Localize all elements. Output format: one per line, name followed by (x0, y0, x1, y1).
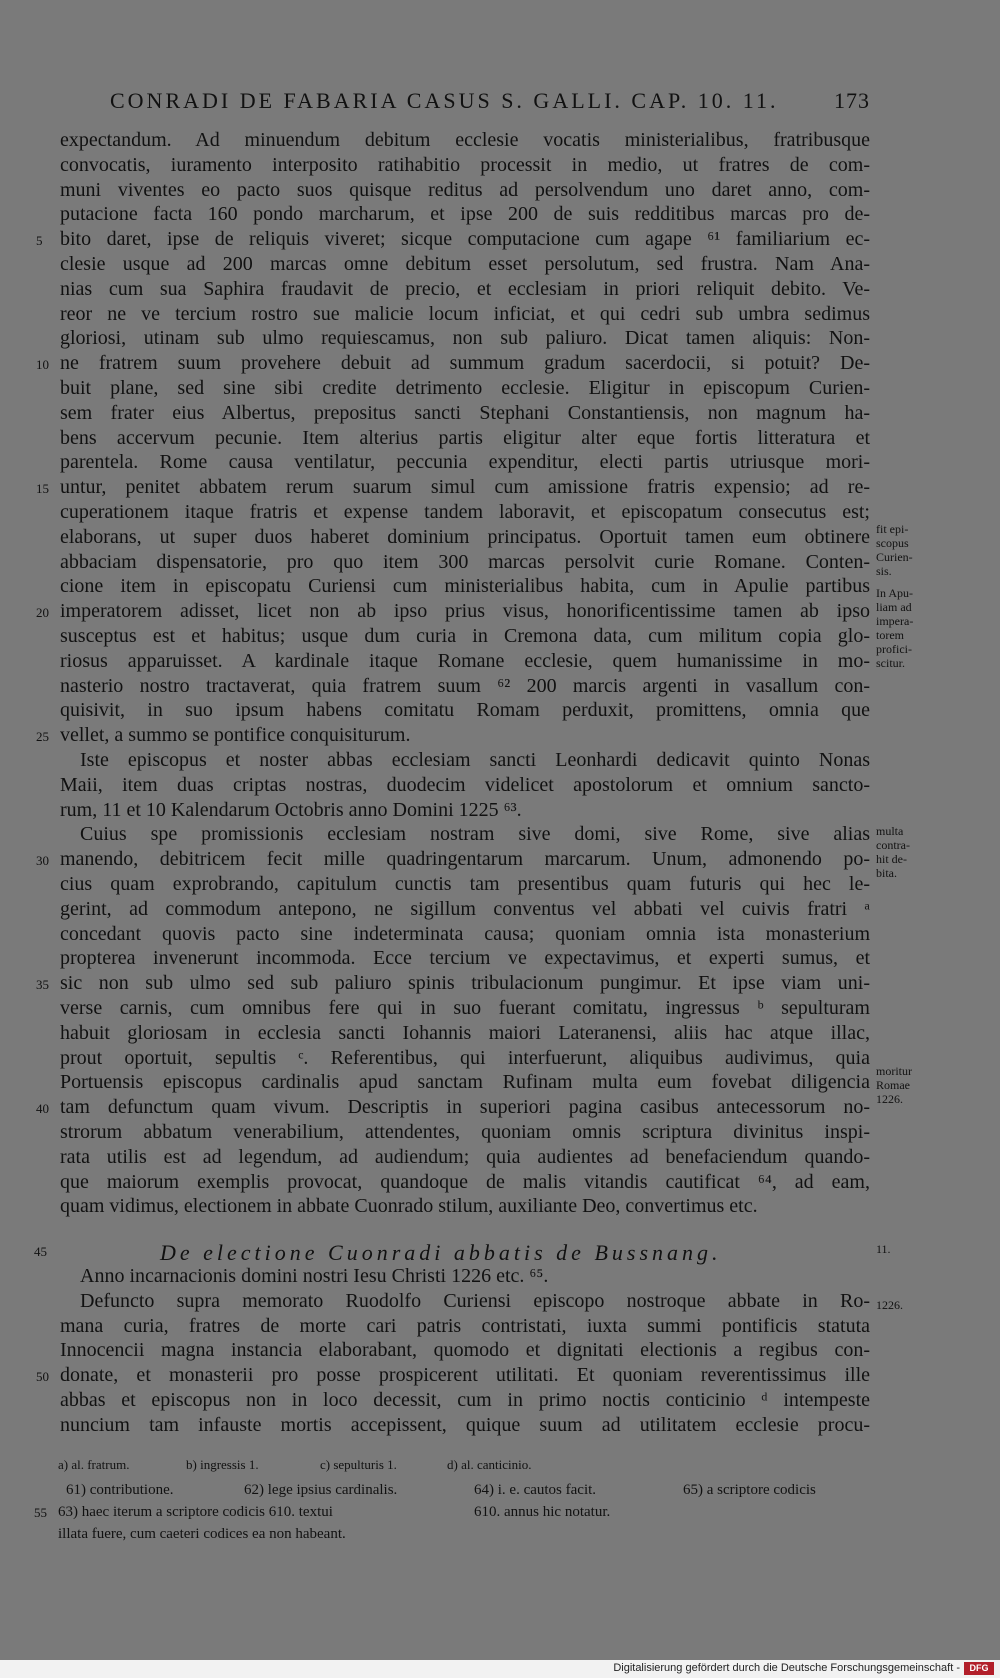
text-line-content: parentela. Rome causa ventilatur, peccunia expenditur, electi partis utriusque mori- (60, 451, 870, 474)
text-line-content: riosus apparuisset. A kardinale itaque Romane ecclesie, quem humanissime in mo- (60, 649, 870, 672)
text-line-content: strorum abbatum venerabilium, attendentes, quoniam omnis scriptura divinitus inspi- (60, 1121, 870, 1143)
page-number: 173 (834, 88, 870, 113)
text-line (60, 946, 870, 971)
text-line (36, 847, 870, 872)
text-line-content: untur, penitet abbatem rerum suarum simul cum amissione fratris expensio; ad re- (60, 476, 870, 499)
text-line (60, 897, 870, 922)
footnote: 63) haec iterum a scriptore codicis 610. textui (58, 1504, 333, 1520)
running-header (110, 88, 870, 118)
footnote: 65) a scriptore codicis (683, 1482, 816, 1498)
text-line-content: cione item in episcopatu Curiensi cum ministerialibus habita, cum in Apulie partibus (60, 575, 870, 598)
text-line-content: Innocencii magna instancia elaborabant, quomodo et dignitati electionis a regibus con- (60, 1339, 870, 1362)
line-number: 55 (34, 1505, 47, 1520)
text-line-content: sem frater eius Albertus, prepositus sancti Stephani Constantiensis, non magnum ha- (60, 401, 870, 424)
text-line-content: bens accervum pecunie. Item alterius partis eligitur alter eque fortis litteratura et (60, 426, 870, 449)
text-line (60, 178, 870, 203)
text-line (60, 1413, 870, 1438)
text-line (60, 1338, 870, 1363)
text-line-content: cuperationem itaque fratris et expense tandem laboravit, et episcopatum consecutus est; (60, 501, 870, 523)
line-number: 40 (36, 1101, 49, 1117)
text-line-content: convocatis, iuramento interposito ratihabitio processit in medio, ut fratres de com- (60, 153, 870, 176)
text-line-content: donate, et monasterii pro posse prospicerent utilitati. Et quoniam reverentissimus ille (60, 1364, 870, 1387)
text-line (36, 971, 870, 996)
text-line (60, 1120, 870, 1145)
text-line-content: Cuius spe promissionis ecclesiam nostram sive domi, sive Rome, sive alias (80, 823, 870, 846)
text-line-content: rata utilis est ad legendum, ad audiendum; quia audientes ad benefaciendum quando- (60, 1145, 870, 1168)
text-line (36, 723, 870, 748)
text-line-content: quisivit, in suo ipsum habens comitatu Romam perduxit, promittens, omnia que (60, 699, 870, 722)
text-line (60, 748, 870, 773)
text-line-content: abbaciam dispensatorie, pro quo item 300 marcas persolvit curie Romane. Conten- (60, 550, 870, 573)
variant-note: d) al. canticinio. (447, 1457, 532, 1472)
text-line-content: tam defunctum quam vivum. Descriptis in superiori pagina casibus antecessorum no- (60, 1096, 870, 1119)
text-line-content: manendo, debitricem fecit mille quadringentarum marcarum. Unum, admonendo po- (60, 848, 870, 871)
line-number: 20 (36, 605, 49, 621)
text-line (60, 1046, 870, 1071)
variant-note: a) al. fratrum. (58, 1457, 130, 1472)
text-line-content: cius quam exprobrando, capitulum cunctis tam presentibus quam futuris qui hec le- (60, 873, 870, 895)
text-line-content: elaborans, ut super duos haberet dominium principatus. Oportuit tamen eum obtinere (60, 525, 870, 548)
text-line-content: prout oportuit, sepultis ᶜ. Referentibus, qui interfuerunt, aliquibus audivimus, quia (60, 1046, 870, 1069)
line-number: 5 (36, 233, 43, 249)
text-line (60, 426, 870, 451)
text-line (60, 153, 870, 178)
variant-note: b) ingressis 1. (186, 1457, 259, 1472)
text-line (60, 202, 870, 227)
margin-note: fit epi- scopus Curien- sis. (876, 522, 913, 578)
text-line-content: mana curia, fratres de morte cari patris contristati, iuxta summi pontificis statuta (60, 1314, 870, 1337)
text-line (60, 376, 870, 401)
variant-note: c) sepulturis 1. (320, 1457, 397, 1472)
text-line (60, 649, 870, 674)
text-line (60, 773, 870, 798)
text-line (60, 450, 870, 475)
text-line-content: sic non sub ulmo sed sub paliuro spinis tribulacionum pungimur. Et ipse viam uni- (60, 972, 870, 995)
text-line (60, 525, 870, 550)
line-number: 50 (36, 1369, 49, 1385)
text-line-content: gloriosi, utinam sub ulmo requiescamus, non sub paliuro. Dicat tamen aliquis: Non- (60, 327, 870, 350)
text-line (60, 1170, 870, 1195)
margin-note: 1226. (876, 1298, 903, 1312)
text-line (36, 1363, 870, 1388)
text-line-content: bito daret, ipse de reliquis viveret; sicque computacione cum agape ⁶¹ familiarium ec- (60, 228, 870, 251)
margin-note: 11. (876, 1242, 891, 1256)
text-line-content: imperatorem adisset, licet non ab ipso prius visus, honorificentissime tamen ab ipso (60, 600, 870, 623)
line-number: 45 (34, 1244, 47, 1259)
text-line-content: propterea invenerunt incommoda. Ecce tercium ve expectavimus, et experti sumus, et (60, 947, 870, 970)
text-line (60, 624, 870, 649)
text-line (60, 401, 870, 426)
text-line (60, 252, 870, 277)
text-line-content: vellet, a summo se pontifice conquisiturum. (60, 724, 411, 747)
text-line (60, 302, 870, 327)
text-line (60, 1314, 870, 1339)
text-line (60, 574, 870, 599)
running-title: CONRADI DE FABARIA CASUS S. GALLI. CAP. 10. 11. (110, 88, 779, 113)
footnote: 610. annus hic notatur. (474, 1504, 611, 1520)
footnote: 62) lege ipsius cardinalis. (244, 1482, 398, 1498)
text-line (36, 351, 870, 376)
line-number: 30 (36, 853, 49, 869)
footnote: 61) contributione. (66, 1482, 174, 1498)
text-line-content: nias cum sua Saphira fraudavit de precio, et ecclesiam in priori reliquit debito. Ve- (60, 277, 870, 300)
footnote: illata fuere, cum caeteri codices ea non habeant. (58, 1526, 346, 1542)
footnote: 64) i. e. cautos facit. (474, 1482, 597, 1498)
text-line-content: Iste episcopus et noster abbas ecclesiam sancti Leonhardi dedicavit quinto Nonas (80, 749, 870, 771)
text-line (36, 599, 870, 624)
text-line-content: Portuensis episcopus cardinalis apud sanctam Rufinam multa eum fovebat diligencia (60, 1071, 870, 1094)
text-line-content: expectandum. Ad minuendum debitum ecclesie vocatis ministerialibus, fratribusque (60, 129, 870, 151)
text-line (60, 674, 870, 699)
text-line (60, 550, 870, 575)
line-number: 10 (36, 357, 49, 373)
text-line-content: putacione facta 160 pondo marcharum, et ipse 200 de suis redditibus marcas pro de- (60, 203, 870, 226)
text-line-content: que maiorum exemplis provocat, quandoque de malis vitandis cautificat ⁶⁴, ad eam, (60, 1170, 870, 1193)
text-line-content: buit plane, sed sine sibi credite detrimento ecclesie. Eligitur in episcopum Curien- (60, 377, 870, 399)
text-line (60, 326, 870, 351)
text-line (60, 798, 870, 823)
text-line (36, 227, 870, 252)
text-line-content: abbas et episcopus non in loco decessit, cum in primo noctis conticinio ᵈ intempeste (60, 1389, 870, 1411)
text-line (36, 1095, 870, 1120)
margin-note: multa contra- hit de- bita. (876, 824, 910, 880)
text-line-content: Maii, item duas criptas nostras, duodecim videlicet apostolorum et omnium sancto- (60, 773, 870, 796)
text-line (60, 1388, 870, 1413)
text-line (60, 1194, 870, 1219)
text-line-content: gerint, ad commodum antepono, ne sigillum conventus vel abbati vel cuivis fratri ᵃ (60, 897, 870, 920)
text-line (60, 922, 870, 947)
text-line-content: concedant quovis pacto sine indeterminata causa; quoniam omnia ista monasterium (60, 922, 870, 945)
text-line (60, 1021, 870, 1046)
line-number: 15 (36, 481, 49, 497)
text-line (60, 1070, 870, 1095)
text-line-content: muni viventes eo pacto suos quisque reditus ad persolvendum uno daret anno, com- (60, 178, 870, 201)
text-line (60, 277, 870, 302)
footer-credit: Digitalisierung gefördert durch die Deutsche Forschungsgemeinschaft - (613, 1662, 960, 1674)
line-number: 25 (36, 729, 49, 745)
text-line-content: Defuncto supra memorato Ruodolfo Curiensi episcopo nostroque abbate in Ro- (80, 1289, 870, 1312)
text-line (60, 1289, 870, 1314)
margin-note: In Apu- liam ad impera- torem profici- scitur. (876, 586, 914, 670)
text-line (60, 128, 870, 153)
text-line-content: verse carnis, cum omnibus fere qui in suo fuerant comitatu, ingressus ᵇ sepulturam (60, 997, 870, 1019)
text-line-content: clesie usque ad 200 marcas omne debitum esset persolutum, sed frustra. Nam Ana- (60, 253, 870, 275)
dfg-logo: DFG (964, 1662, 994, 1675)
text-line-content: nasterio nostro tractaverat, quia fratrem suum ⁶² 200 marcis argenti in vasallum con- (60, 674, 870, 697)
text-line (60, 698, 870, 723)
text-line (36, 475, 870, 500)
text-line-content: reor ne ve tercium rostro sue malicie locum inficiat, et qui cedri sub umbra sedimus (60, 302, 870, 325)
text-line-content: habuit gloriosam in ecclesia sancti Iohannis maiori Lateranensi, aliis hac atque illac, (60, 1021, 870, 1044)
text-line (60, 1264, 870, 1289)
text-line-content: nuncium tam infauste mortis accepissent, quique suum ad utilitatem ecclesie procu- (60, 1413, 870, 1436)
text-line-content: quam vidimus, electionem in abbate Cuonrado stilum, auxiliante Deo, convertimus etc. (60, 1195, 758, 1218)
text-line (60, 500, 870, 525)
text-line (60, 822, 870, 847)
text-line (60, 872, 870, 897)
line-number: 35 (36, 977, 49, 993)
text-line-content: ne fratrem suum provehere debuit ad summum gradum sacerdocii, si potuit? De- (60, 352, 870, 375)
chapter-heading: De electione Cuonradi abbatis de Bussnang. (160, 1240, 722, 1265)
text-line (60, 1145, 870, 1170)
margin-note: moritur Romae 1226. (876, 1064, 912, 1106)
text-line (60, 996, 870, 1021)
text-line-content: rum, 11 et 10 Kalendarum Octobris anno Domini 1225 ⁶³. (60, 798, 522, 821)
text-line-content: susceptus est et habitus; usque dum curia in Cremona data, cum militum copia glo- (60, 625, 870, 647)
text-line-content: Anno incarnacionis domini nostri Iesu Christi 1226 etc. ⁶⁵. (80, 1265, 549, 1287)
